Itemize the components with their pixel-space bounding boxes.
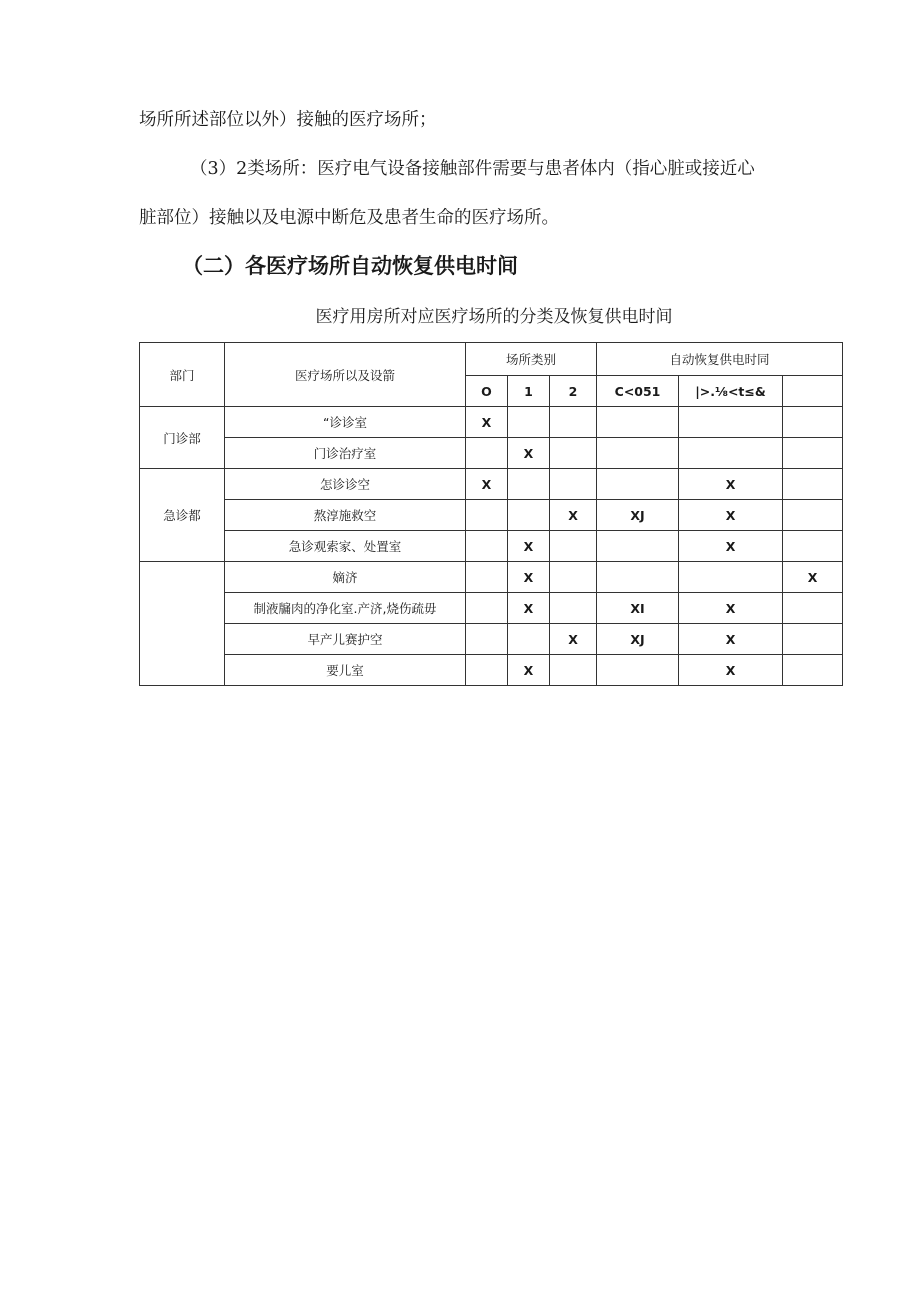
mark-cell: XJ — [597, 624, 679, 655]
header-category-2: 2 — [550, 376, 597, 407]
mark-cell: X — [508, 438, 550, 469]
place-cell: 门诊治疗室 — [225, 438, 466, 469]
place-cell: 熬淳施救空 — [225, 500, 466, 531]
mark-cell — [597, 469, 679, 500]
mark-cell: X — [679, 655, 783, 686]
mark-cell — [466, 438, 508, 469]
mark-cell — [597, 562, 679, 593]
mark-cell — [508, 624, 550, 655]
mark-cell — [550, 469, 597, 500]
header-dept: 部门 — [140, 343, 225, 407]
table-row — [140, 593, 843, 624]
section-heading: （二）各医疗场所自动恢复供电时间 — [182, 254, 518, 278]
mark-cell — [466, 500, 508, 531]
mark-cell: XI — [597, 593, 679, 624]
mark-cell: X — [508, 531, 550, 562]
table-row — [140, 624, 843, 655]
mark-cell — [783, 624, 843, 655]
department-cell: 急诊都 — [140, 469, 225, 562]
table-row — [140, 655, 843, 686]
place-cell: 要儿室 — [225, 655, 466, 686]
department-cell: 门诊部 — [140, 407, 225, 469]
mark-cell — [783, 531, 843, 562]
mark-cell: X — [550, 500, 597, 531]
place-cell: “诊诊室 — [225, 407, 466, 438]
mark-cell: X — [508, 593, 550, 624]
mark-cell — [466, 624, 508, 655]
mark-cell: X — [466, 469, 508, 500]
mark-cell — [508, 500, 550, 531]
mark-cell — [466, 531, 508, 562]
mark-cell — [783, 407, 843, 438]
header-time-2 — [783, 376, 843, 407]
table-row — [140, 438, 843, 469]
mark-cell — [783, 655, 843, 686]
mark-cell: X — [550, 624, 597, 655]
mark-cell — [597, 531, 679, 562]
power-recovery-table — [139, 342, 843, 686]
mark-cell: X — [508, 655, 550, 686]
mark-cell — [550, 407, 597, 438]
mark-cell: X — [783, 562, 843, 593]
mark-cell — [783, 438, 843, 469]
header-time-1: |>.⅛<t≤& — [679, 376, 783, 407]
mark-cell: X — [679, 624, 783, 655]
header-category-group: 场所类别 — [466, 343, 597, 376]
mark-cell — [597, 655, 679, 686]
place-cell: 怎诊诊空 — [225, 469, 466, 500]
mark-cell — [550, 531, 597, 562]
header-row-1 — [140, 343, 843, 376]
mark-cell — [679, 407, 783, 438]
mark-cell — [550, 438, 597, 469]
mark-cell: X — [466, 407, 508, 438]
mark-cell — [466, 593, 508, 624]
header-time-group: 自动恢复供电时同 — [597, 343, 843, 376]
mark-cell: X — [679, 593, 783, 624]
department-cell — [140, 562, 225, 686]
header-category-1: 1 — [508, 376, 550, 407]
mark-cell — [597, 407, 679, 438]
mark-cell — [550, 655, 597, 686]
table-row — [140, 562, 843, 593]
mark-cell — [783, 469, 843, 500]
mark-cell — [783, 500, 843, 531]
paragraph-3: 脏部位）接触以及电源中断危及患者生命的医疗场所。 — [139, 208, 559, 228]
table-row — [140, 469, 843, 500]
table-body — [140, 343, 843, 686]
place-cell: 急诊观索家、处置室 — [225, 531, 466, 562]
mark-cell: X — [679, 500, 783, 531]
mark-cell: X — [679, 469, 783, 500]
header-time-0: C<051 — [597, 376, 679, 407]
mark-cell: X — [508, 562, 550, 593]
mark-cell — [508, 469, 550, 500]
paragraph-1: 场所所述部位以外）接触的医疗场所； — [139, 110, 437, 130]
mark-cell — [550, 562, 597, 593]
mark-cell — [783, 593, 843, 624]
header-category-0: O — [466, 376, 508, 407]
mark-cell — [466, 562, 508, 593]
place-cell: 嫡济 — [225, 562, 466, 593]
mark-cell — [679, 438, 783, 469]
table-row — [140, 531, 843, 562]
mark-cell — [550, 593, 597, 624]
mark-cell: X — [679, 531, 783, 562]
table-row — [140, 500, 843, 531]
mark-cell — [508, 407, 550, 438]
mark-cell — [679, 562, 783, 593]
header-place: 医疗场所以及设箭 — [225, 343, 466, 407]
place-cell: 制液牖肉的净化室.产济,烧伤疏毋 — [225, 593, 466, 624]
table-caption: 医疗用房所对应医疗场所的分类及恢复供电时间 — [315, 307, 673, 327]
mark-cell — [597, 438, 679, 469]
paragraph-2: （3）2类场所：医疗电气设备接触部件需要与患者体内（指心脏或接近心 — [190, 159, 755, 179]
table-row — [140, 407, 843, 438]
mark-cell: XJ — [597, 500, 679, 531]
place-cell: 早产儿赛护空 — [225, 624, 466, 655]
mark-cell — [466, 655, 508, 686]
